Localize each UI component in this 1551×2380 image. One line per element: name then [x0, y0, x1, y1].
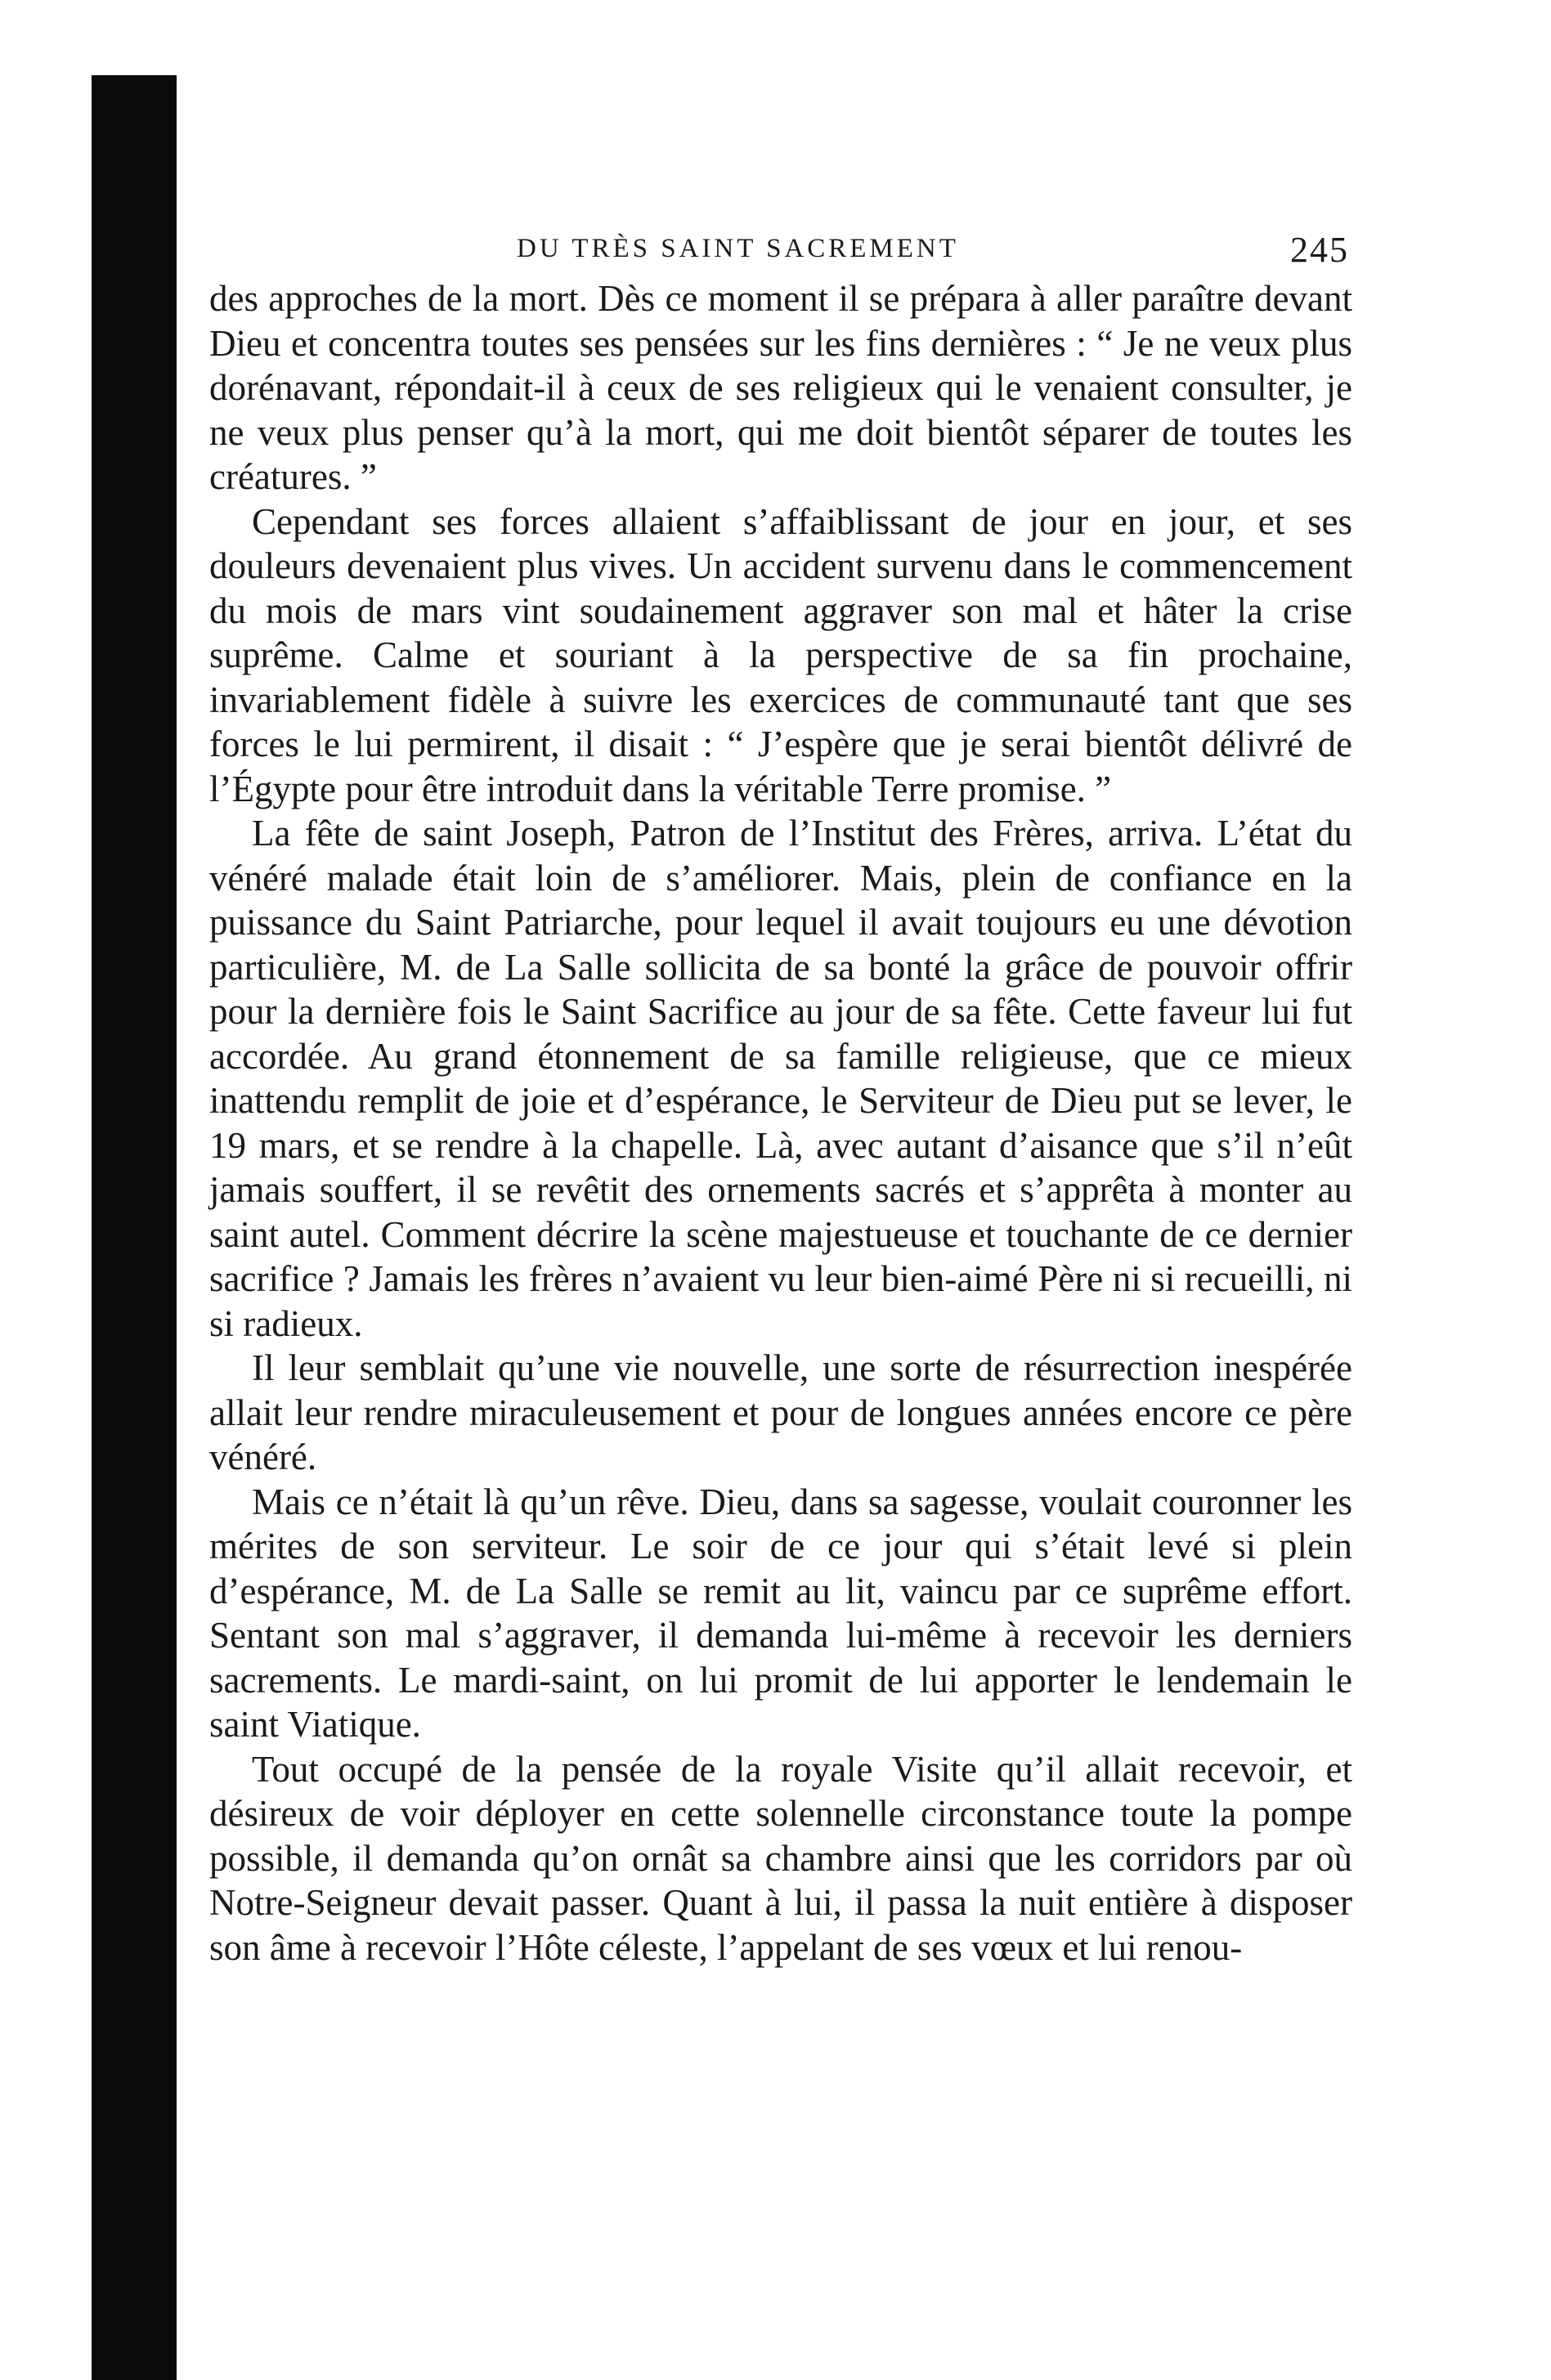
body-text: [209, 276, 1352, 1970]
paragraph: Il leur semblait qu’une vie nouvelle, une sorte de résurrection inespérée allait leur rendre miraculeusement et pour de longues années encore ce père vénéré.: [209, 1347, 1352, 1477]
paragraph: La fête de saint Joseph, Patron de l’Institut des Frères, arriva. L’état du vénéré malade était loin de s’améliorer. Mais, plein de confiance en la puissance du Saint Patriarche, pour lequel il avait toujours eu une dévotion particulière, M. de La Salle sollicita de sa bonté la grâce de pouvoir offrir pour la dernière fois le Saint Sacrifice au jour de sa fête. Cette faveur lui fut accordée. Au grand étonnement de sa famille religieuse, que ce mieux inattendu remplit de joie et d’espérance, le Serviteur de Dieu put se lever, le 19 mars, et se rendre à la chapelle. Là, avec autant d’aisance que s’il n’eût jamais souffert, il se revêtit des ornements sacrés et s’apprêta à monter au saint autel. Comment décrire la scène majestueuse et touchante de ce dernier sacrifice ? Jamais les frères n’avaient vu leur bien-aimé Père ni si recueilli, ni si radieux.: [209, 813, 1352, 1344]
paragraph: Mais ce n’était là qu’un rêve. Dieu, dans sa sagesse, voulait couronner les mérites de son serviteur. Le soir de ce jour qui s’était levé si plein d’espérance, M. de La Salle se remit au lit, vaincu par ce suprême effort. Sentant son mal s’aggraver, il demanda lui-même à recevoir les derniers sacrements. Le mardi-saint, on lui promit de lui apporter le lendemain le saint Viatique.: [209, 1481, 1352, 1745]
book-page: [209, 226, 1352, 1970]
paragraph-continuation: des approches de la mort. Dès ce moment il se prépara à aller paraître devant Dieu et concentra toutes ses pensées sur les fins dernières : “ Je ne veux plus dorénavant, répondait-il à ceux de ses religieux qui le venaient consulter, je ne veux plus penser qu’à la mort, qui me doit bientôt séparer de toutes les créatures. ”: [209, 278, 1352, 497]
running-head: [209, 226, 1352, 276]
paragraph: Tout occupé de la pensée de la royale Visite qu’il allait recevoir, et désireux de voir déployer en cette solennelle circonstance toute la pompe possible, il demanda qu’on ornât sa chambre ainsi que les corridors par où Notre-Seigneur devait passer. Quant à lui, il passa la nuit entière à disposer son âme à recevoir l’Hôte céleste, l’appelant de ses vœux et lui renou-: [209, 1748, 1352, 1968]
binding-edge: [92, 75, 177, 2380]
running-head-title: DU TRÈS SAINT SACREMENT: [517, 234, 959, 263]
page-number: 245: [1290, 230, 1349, 270]
paragraph: Cependant ses forces allaient s’affaiblissant de jour en jour, et ses douleurs devenaient plus vives. Un accident survenu dans le commencement du mois de mars vint soudainement aggraver son mal et hâter la crise suprême. Calme et souriant à la perspective de sa fin prochaine, invariablement fidèle à suivre les exercices de communauté tant que ses forces le lui permirent, il disait : “ J’espère que je serai bientôt délivré de l’Égypte pour être introduit dans la véritable Terre promise. ”: [209, 500, 1352, 809]
